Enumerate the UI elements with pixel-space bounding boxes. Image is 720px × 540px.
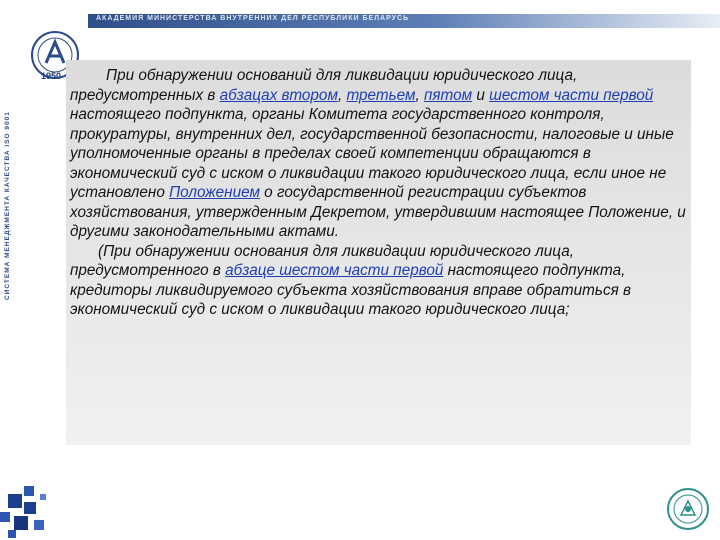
decorative-squares-icon xyxy=(0,486,60,540)
link-pyatom[interactable]: пятом xyxy=(423,86,473,104)
header-title: АКАДЕМИЯ МИНИСТЕРСТВА ВНУТРЕННИХ ДЕЛ РЕСПУБЛИКИ БЕЛАРУСЬ xyxy=(96,15,410,22)
paragraph-2: (При обнаружении основания для ликвидации юридического лица, предусмотренного в абзаце шестом части первой настоящего подпункта, кредиторы ликвидируемого субъекта хозяйствования вправе обратиться в экономический суд с иском о ликвидации такого юридического лица; xyxy=(70,242,632,318)
link-abzac-vtorom[interactable]: абзацах втором xyxy=(219,86,338,104)
link-shestom-chasti-pervoy[interactable]: шестом части первой xyxy=(489,86,654,104)
document-text xyxy=(70,66,690,320)
side-caption: СИСТЕМА МЕНЕДЖМЕНТА КАЧЕСТВА ISO 9001 xyxy=(4,111,11,300)
link-polozheniem[interactable]: Положением xyxy=(169,184,260,201)
link-tretem[interactable]: третьем xyxy=(346,86,416,104)
logo-year: 1950 xyxy=(41,71,62,81)
link-abzace-shestom[interactable]: абзаце шестом части первой xyxy=(225,262,444,279)
seal-icon xyxy=(666,487,710,531)
paragraph-1: При обнаружении оснований для ликвидации юридического лица, предусмотренных в абзацах втором, третьем, пятом и шестом части первой настоящего подпункта, органы Комитета государственного контроля, прокуратуры, внутренних дел, государственной безопасности, налоговые и иные уполномоченные органы в пределах своей компетенции обращаются в экономический суд с иском о ликвидации такого юридического лица, если иное не установлено Положением о государственной регистрации субъектов хозяйствования, утвержденным Декретом, утвердившим настоящее Положение, и другими законодательными актами. xyxy=(70,67,686,240)
